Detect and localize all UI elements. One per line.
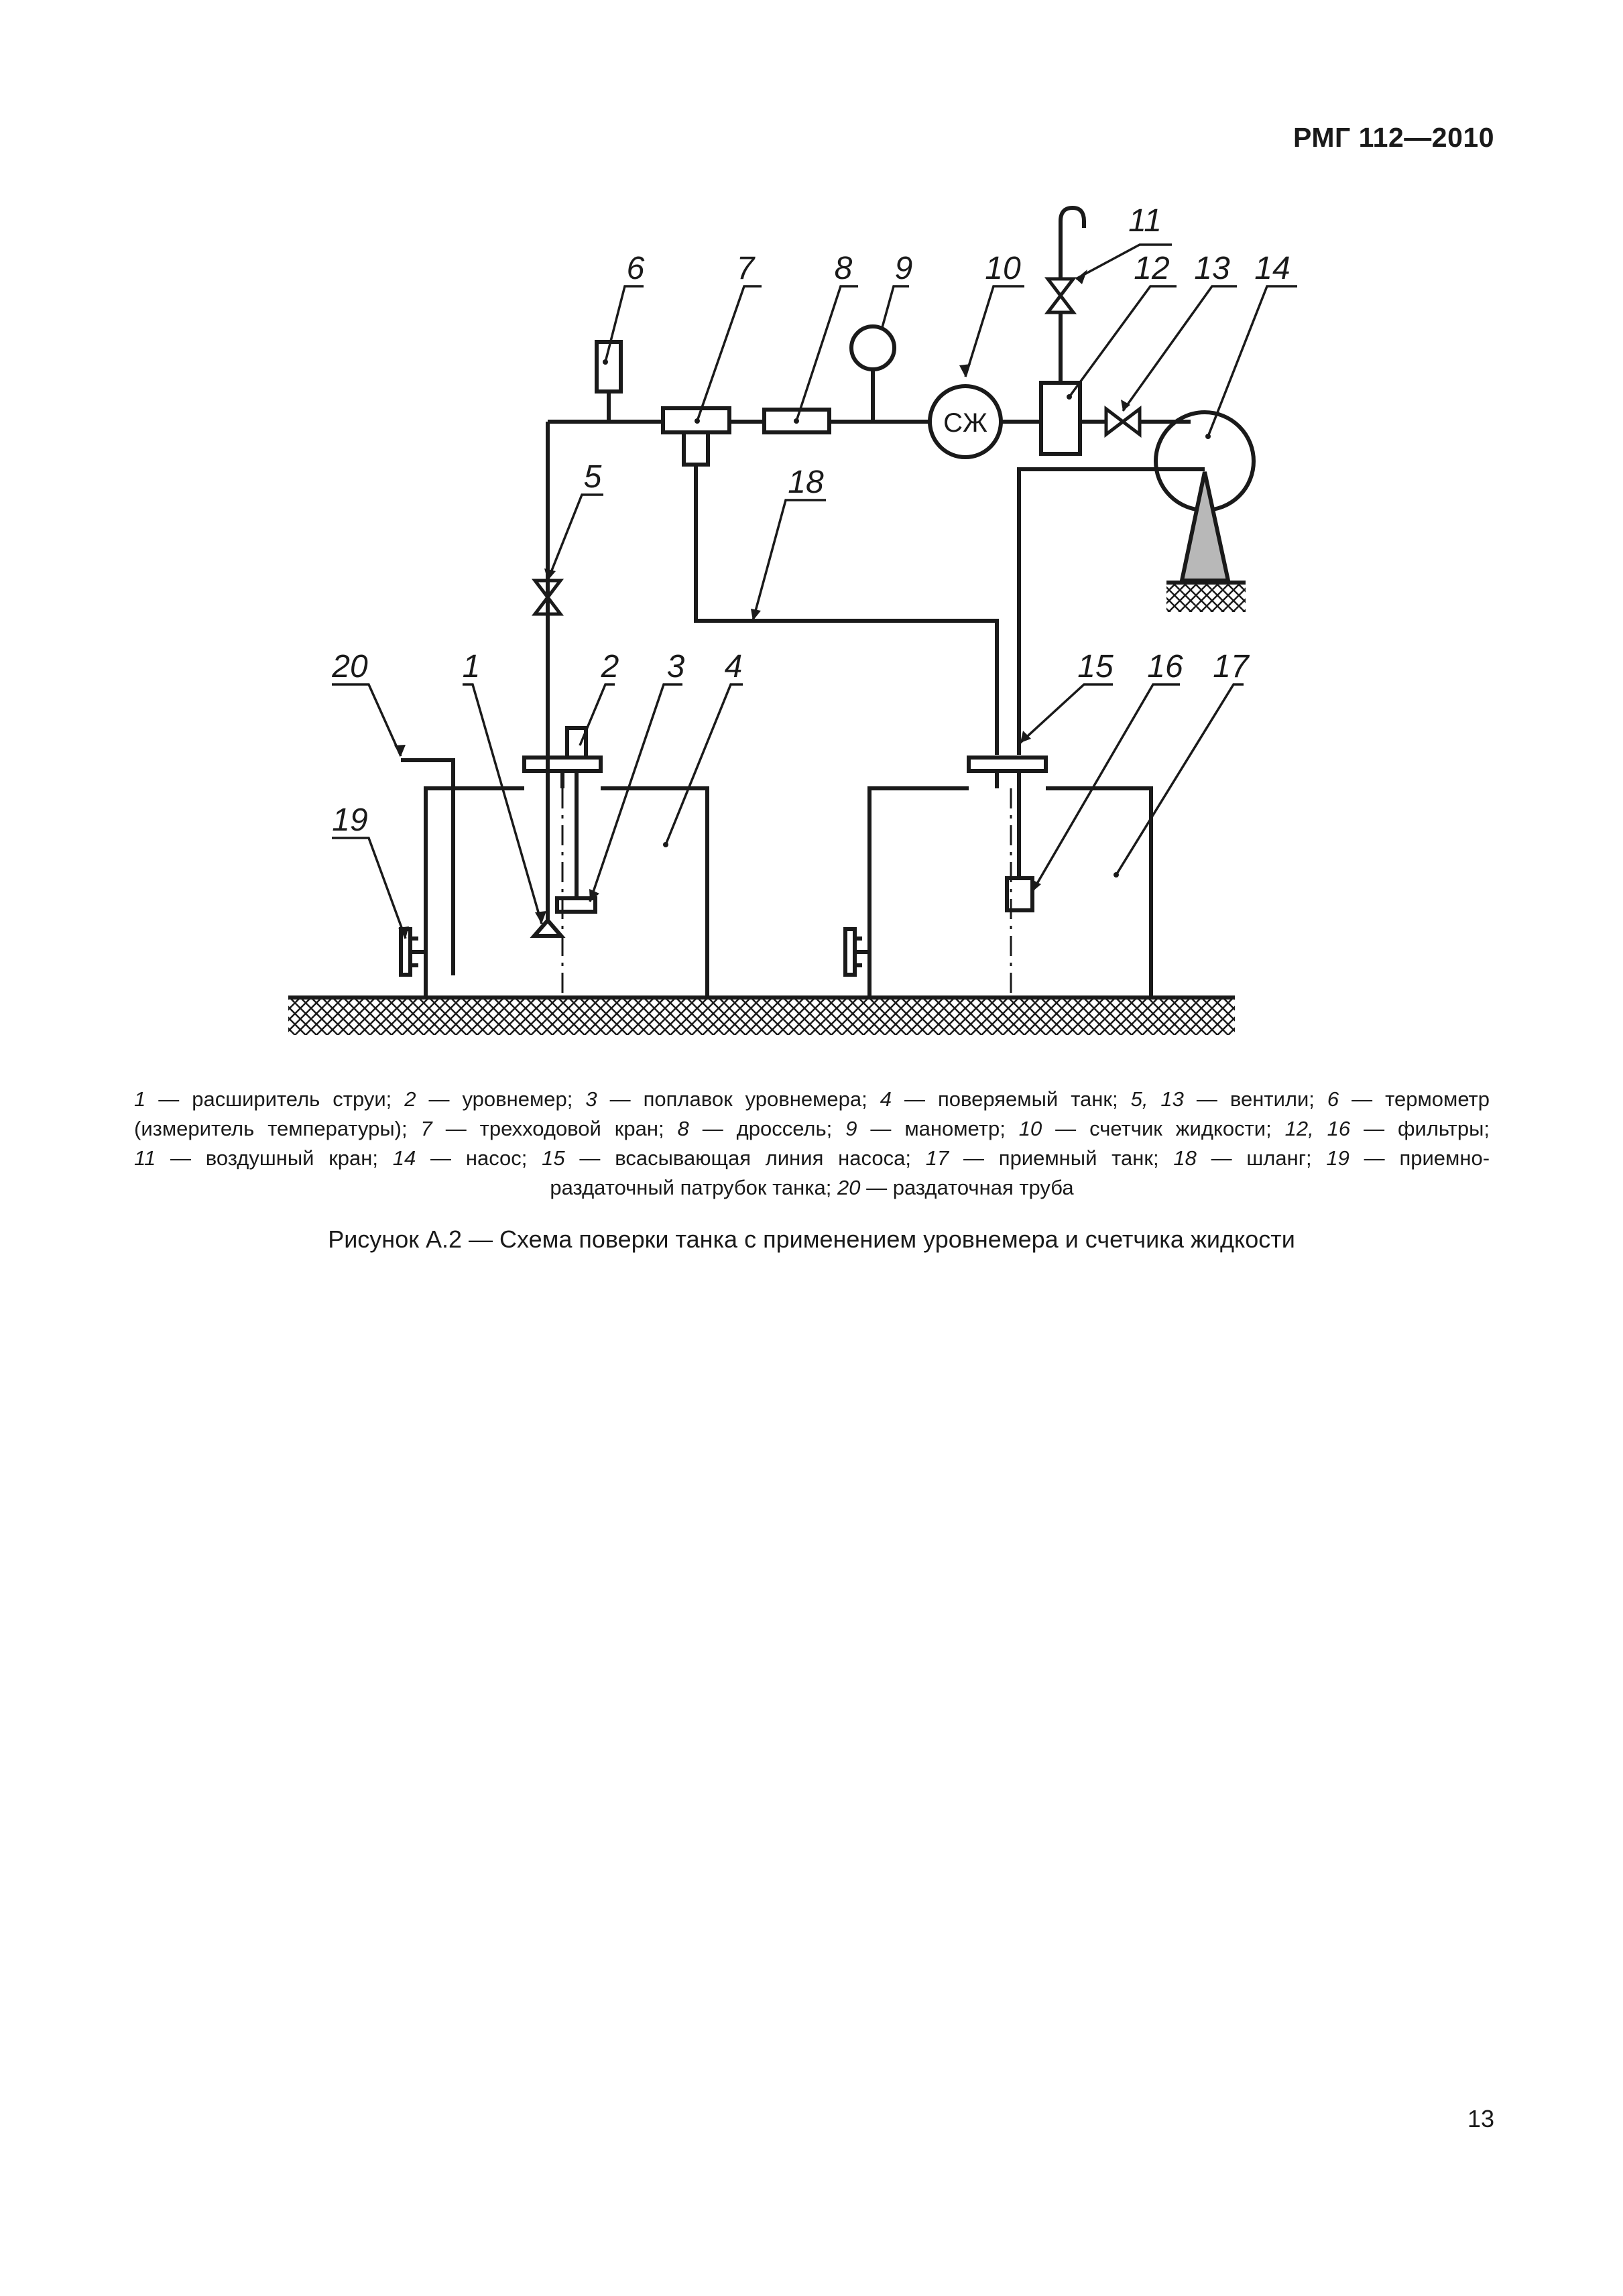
figure-legend [134, 1085, 1490, 1203]
air-cock [1048, 279, 1073, 312]
label-11: 11 [1128, 203, 1162, 239]
legend-item-text: (измеритель температуры); [134, 1117, 421, 1140]
label-6: 6 [626, 251, 645, 286]
legend-line-1 [134, 1085, 1490, 1114]
leader-7 [697, 286, 762, 421]
legend-line-2 [134, 1114, 1490, 1144]
valve-13 [1106, 409, 1140, 434]
label-1: 1 [462, 649, 481, 684]
label-19: 19 [332, 802, 368, 838]
leader-4 [666, 684, 743, 845]
label-3: 3 [666, 649, 685, 684]
legend-item-number: 17 [925, 1146, 949, 1170]
legend-item-text: — поплавок уровнемера; [597, 1087, 880, 1111]
legend-item-text: — манометр; [857, 1117, 1019, 1140]
leader-6 [605, 286, 644, 362]
leader-18 [753, 500, 826, 621]
verified-tank [426, 788, 707, 998]
legend-item-number: 15 [542, 1146, 565, 1170]
legend-item-number: 18 [1173, 1146, 1197, 1170]
level-gauge [567, 728, 586, 758]
legend-item-number: 1 [134, 1087, 146, 1111]
label-7: 7 [736, 251, 755, 286]
pump-base-hatching [1166, 583, 1246, 612]
label-13: 13 [1194, 251, 1230, 286]
legend-item-text: — приемный танк; [949, 1146, 1174, 1170]
legend-item-text: — шланг; [1196, 1146, 1327, 1170]
document-code-header: РМГ 112—2010 [1293, 122, 1494, 153]
legend-item-number: 4 [880, 1087, 892, 1111]
page-number: 13 [1467, 2105, 1494, 2132]
leader-13 [1123, 286, 1237, 411]
leader-3 [590, 684, 682, 902]
legend-item-text: — поверяемый танк; [892, 1087, 1131, 1111]
legend-item-number: 5, 13 [1130, 1087, 1184, 1111]
leader-12 [1069, 286, 1177, 397]
label-10: 10 [985, 251, 1021, 286]
figure-caption: Рисунок А.2 — Схема поверки танка с применением уровнемера и счетчика жидкости [328, 1225, 1295, 1253]
leader-5 [548, 495, 603, 581]
legend-item-number: 3 [585, 1087, 597, 1111]
legend-item-number: 20 [837, 1176, 861, 1199]
legend-item-text: — вентили; [1183, 1087, 1327, 1111]
legend-line-4 [134, 1173, 1490, 1203]
label-5: 5 [583, 459, 602, 495]
ground-hatching [288, 998, 1235, 1035]
legend-item-text: — раздаточная труба [860, 1176, 1074, 1199]
legend-item-number: 12, 16 [1284, 1117, 1351, 1140]
filter-12 [1041, 383, 1080, 454]
leader-8 [796, 286, 858, 421]
legend-item-text: — расширитель струи; [145, 1087, 405, 1111]
legend-item-number: 14 [392, 1146, 416, 1170]
right-tank-flange [969, 758, 1046, 771]
label-18: 18 [788, 465, 824, 500]
legend-item-text: — дроссель; [688, 1117, 846, 1140]
legend-item-number: 11 [134, 1146, 156, 1170]
legend-item-number: 7 [420, 1117, 432, 1140]
legend-item-text: — трехходовой кран; [432, 1117, 678, 1140]
label-20: 20 [332, 649, 368, 684]
label-17: 17 [1213, 649, 1249, 684]
leader-10 [965, 286, 1024, 377]
legend-item-text: — насос; [416, 1146, 542, 1170]
hose [696, 465, 997, 755]
legend-item-text: — всасывающая линия насоса; [564, 1146, 926, 1170]
legend-item-number: 6 [1327, 1087, 1339, 1111]
manometer [851, 326, 894, 369]
legend-line-3 [134, 1144, 1490, 1173]
legend-item-text: — фильтры; [1350, 1117, 1490, 1140]
label-14: 14 [1254, 251, 1290, 286]
jet-expander [534, 920, 561, 936]
receiving-tank [869, 788, 1151, 998]
leader-15 [1020, 684, 1113, 743]
label-2: 2 [601, 649, 619, 684]
legend-item-number: 2 [404, 1087, 416, 1111]
leader-19 [332, 838, 406, 939]
label-9: 9 [894, 251, 913, 286]
legend-item-text: — приемно- [1349, 1146, 1490, 1170]
legend-item-text: раздаточный патрубок танка; [550, 1176, 837, 1199]
leader-9 [882, 286, 909, 330]
liquid-meter-label: СЖ [943, 408, 987, 438]
legend-item-number: 10 [1018, 1117, 1042, 1140]
label-15: 15 [1077, 649, 1114, 684]
legend-item-text: — термометр [1339, 1087, 1490, 1111]
label-12: 12 [1134, 251, 1170, 286]
legend-item-text: — воздушный кран; [156, 1146, 393, 1170]
calibration-scheme-diagram [0, 0, 1623, 1073]
legend-item-number: 19 [1326, 1146, 1349, 1170]
legend-item-text: — счетчик жидкости; [1042, 1117, 1285, 1140]
label-8: 8 [834, 251, 853, 286]
label-4: 4 [724, 649, 743, 684]
legend-item-number: 9 [845, 1117, 857, 1140]
legend-item-number: 8 [677, 1117, 689, 1140]
leader-1 [463, 684, 542, 924]
label-16: 16 [1147, 649, 1183, 684]
left-tank-flange [524, 758, 601, 771]
leader-20 [332, 684, 401, 756]
legend-item-text: — уровнемер; [416, 1087, 586, 1111]
